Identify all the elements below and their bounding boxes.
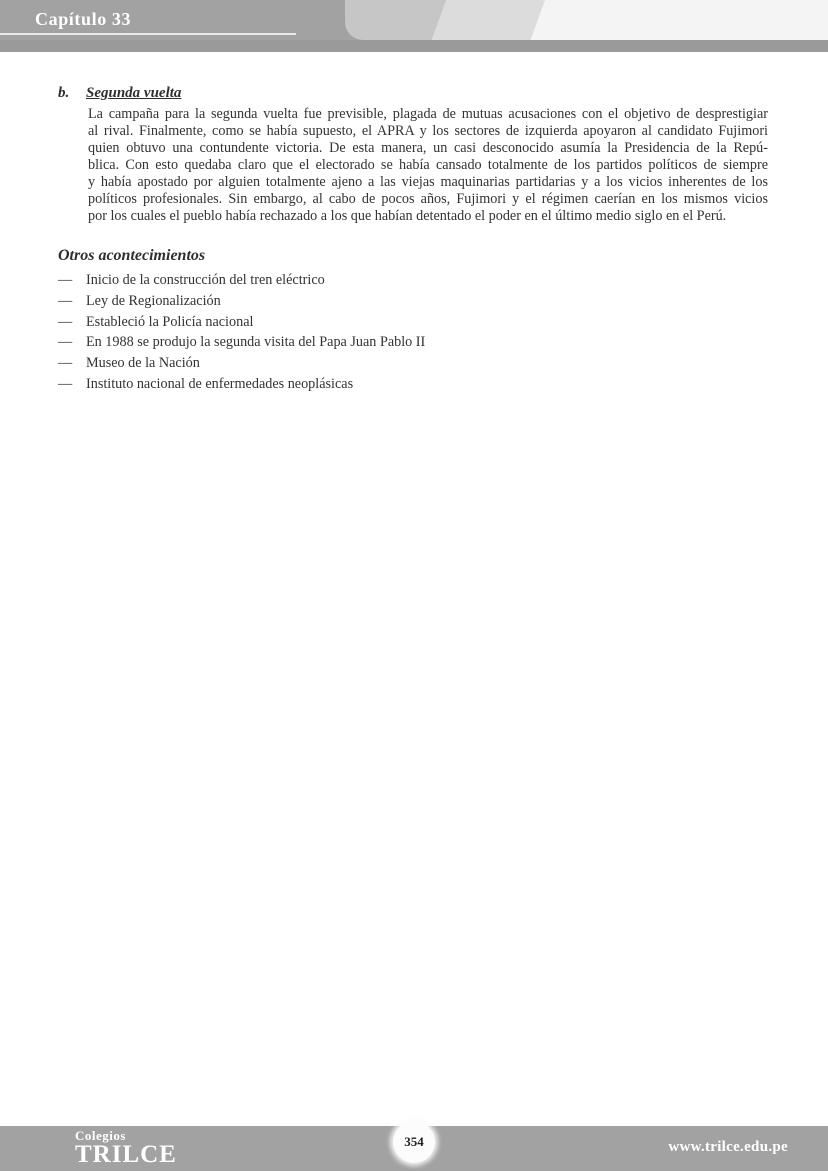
- header-accent-bands: [345, 0, 828, 40]
- paragraph-line: La campaña para la segunda vuelta fue previsible, plagada de mutuas acusaciones con el objetivo de desprestigiar: [88, 106, 768, 122]
- page-content: [58, 85, 770, 395]
- list-item: [58, 312, 770, 333]
- dash-bullet: —: [58, 313, 73, 330]
- website-url: www.trilce.edu.pe: [668, 1139, 788, 1155]
- dash-bullet: —: [58, 272, 73, 288]
- list-item-text: En 1988 se produjo la segunda visita del Papa Juan Pablo II: [86, 334, 426, 351]
- header-bottom-bar: [0, 40, 828, 52]
- list-item-text: Instituto nacional de enfermedades neoplásicas: [86, 375, 354, 392]
- list-item-text: Museo de la Nación: [86, 355, 200, 372]
- list-item: [58, 353, 770, 374]
- paragraph-line: blica. Con esto quedaba claro que el electorado se había cansado totalmente de los partidos políticos de siempre: [88, 157, 768, 173]
- page-header: [0, 0, 828, 52]
- list-item: [58, 374, 770, 395]
- page-number: 354: [404, 1134, 424, 1149]
- list-item: [58, 270, 770, 291]
- paragraph-line: al rival. Finalmente, como se había supuesto, el APRA y los sectores de izquierda apoyaron al candidato Fujimori: [88, 123, 768, 139]
- paragraph-line: por los cuales el pueblo había rechazado a los que habían detentado el poder en el último medio siglo en el Perú.: [88, 208, 727, 224]
- paragraph-line: políticos profesionales. Sin embargo, al cabo de pocos años, Fujimori y el régimen caerían en los mismos vicios: [88, 191, 768, 207]
- page-number-badge: [393, 1121, 435, 1163]
- logo-colegios-text: Colegios: [75, 1128, 126, 1143]
- list-item-text: Inicio de la construcción del tren eléctrico: [86, 272, 325, 288]
- page-footer: [0, 1126, 828, 1171]
- paragraph-line: y había apostado por alguien totalmente ajeno a las viejas maquinarias partidarias y a los vicios inherentes de los: [88, 174, 768, 190]
- list-item: [58, 332, 770, 353]
- paragraph-line: quien obtuvo una contundente victoria. De esta manera, un casi desconocido asumía la Presidencia de la Repú-: [88, 140, 768, 156]
- dash-bullet: —: [58, 334, 73, 351]
- other-events-title: Otros acontecimientos: [58, 247, 206, 264]
- dash-bullet: —: [58, 375, 73, 392]
- section-letter: b.: [58, 85, 70, 101]
- list-item: [58, 291, 770, 312]
- trilce-logo: [75, 1129, 177, 1167]
- section-title: Segunda vuelta: [86, 85, 182, 101]
- section-heading: [58, 85, 770, 102]
- section-paragraph: [88, 106, 768, 225]
- dash-bullet: —: [58, 292, 73, 309]
- list-item-text: Ley de Regionalización: [86, 292, 221, 309]
- chapter-underline: [0, 33, 296, 35]
- dash-bullet: —: [58, 355, 73, 372]
- chapter-title: Capítulo 33: [35, 9, 132, 29]
- other-events-list: [58, 270, 770, 395]
- logo-trilce-text: TRILCE: [75, 1141, 177, 1168]
- list-item-text: Estableció la Policía nacional: [86, 313, 254, 330]
